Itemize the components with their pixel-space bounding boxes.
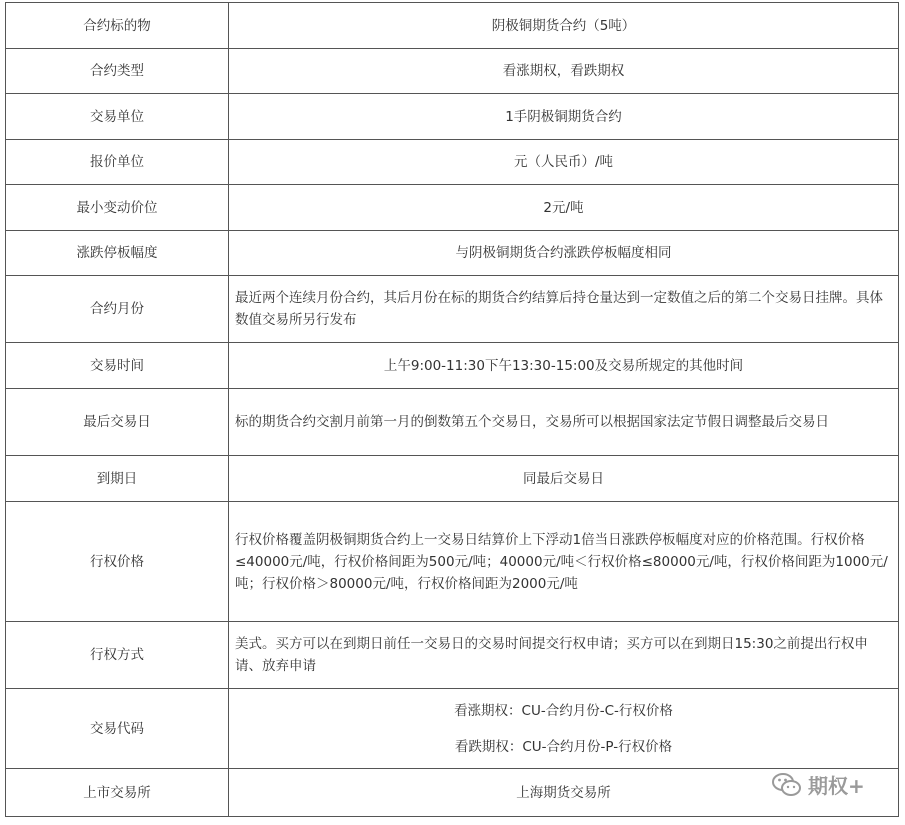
table-row [6,456,899,502]
row-label: 行权方式 [6,622,229,689]
row-label: 合约类型 [6,49,229,94]
row-label: 到期日 [6,456,229,502]
row-label: 最后交易日 [6,389,229,456]
table-row [6,389,899,456]
row-label: 报价单位 [6,140,229,185]
table-row [6,502,899,622]
table-row [6,276,899,343]
row-label: 交易代码 [6,689,229,769]
table-row [6,3,899,49]
trading-code-call: 看涨期权：CU-合约月份-C-行权价格 [454,702,673,719]
row-label: 行权价格 [6,502,229,622]
row-value: 看涨期权，看跌期权 [229,49,899,94]
row-value: 最近两个连续月份合约，其后月份在标的期货合约结算后持仓量达到一定数值之后的第二个交易日挂牌。具体数值交易所另行发布 [229,276,899,343]
trading-code-put: 看跌期权：CU-合约月份-P-行权价格 [454,738,673,755]
row-value: 1手阴极铜期货合约 [229,94,899,140]
contract-spec-table [5,2,899,817]
watermark-text: 期权+ [808,774,865,798]
row-value: 美式。买方可以在到期日前任一交易日的交易时间提交行权申请；买方可以在到期日15:30之前提出行权申请、放弃申请 [229,622,899,689]
row-value [229,689,899,769]
table-row [6,94,899,140]
wechat-icon [772,772,802,798]
table-row [6,49,899,94]
row-value: 阴极铜期货合约（5吨） [229,3,899,49]
watermark [772,770,865,799]
row-label: 合约标的物 [6,3,229,49]
row-label: 合约月份 [6,276,229,343]
table-row [6,622,899,689]
row-value: 与阴极铜期货合约涨跌停板幅度相同 [229,231,899,276]
row-label: 交易时间 [6,343,229,389]
row-label: 上市交易所 [6,769,229,817]
row-value: 行权价格覆盖阴极铜期货合约上一交易日结算价上下浮动1倍当日涨跌停板幅度对应的价格范围。行权价格≤40000元/吨，行权价格间距为500元/吨；40000元/吨＜行权价格≤80000元/吨，行权价格间距为1000元/吨；行权价格＞80000元/吨，行权价格间距为2000元/吨 [229,502,899,622]
row-value: 上午9:00-11:30下午13:30-15:00及交易所规定的其他时间 [229,343,899,389]
row-value: 标的期货合约交割月前第一月的倒数第五个交易日，交易所可以根据国家法定节假日调整最后交易日 [229,389,899,456]
row-value: 同最后交易日 [229,456,899,502]
row-label: 交易单位 [6,94,229,140]
table-row [6,231,899,276]
table-row [6,185,899,231]
row-value: 2元/吨 [229,185,899,231]
table-row [6,343,899,389]
row-label: 涨跌停板幅度 [6,231,229,276]
table-row [6,689,899,769]
table-row [6,769,899,817]
row-label: 最小变动价位 [6,185,229,231]
row-value: 元（人民币）/吨 [229,140,899,185]
row-value: 上海期货交易所 [229,769,899,817]
table-row [6,140,899,185]
